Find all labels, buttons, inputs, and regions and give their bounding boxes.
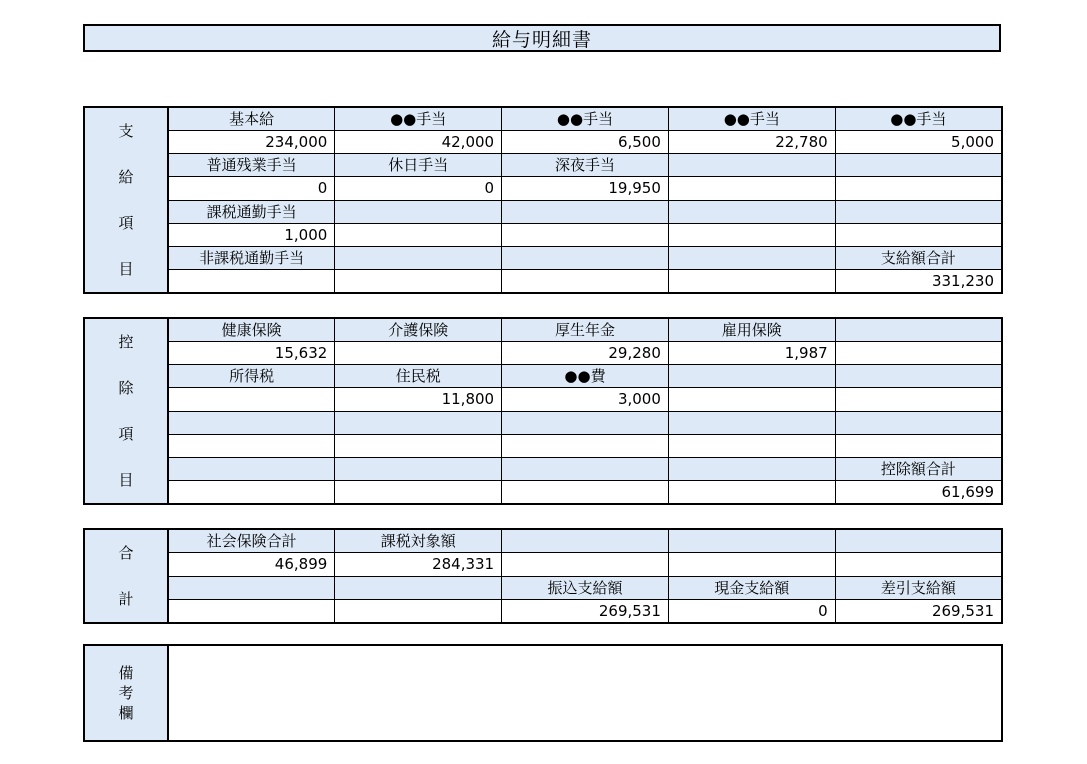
deductions-item-value[interactable]: 29,280: [502, 341, 669, 364]
deductions-item-label: 雇用保険: [668, 318, 835, 341]
deductions-item-value[interactable]: [835, 434, 1002, 457]
totals-side-char: 合: [118, 544, 134, 562]
totals-item-label: 課税対象額: [335, 529, 502, 553]
payments-item-label: 課税通勤手当: [168, 200, 335, 223]
payments-item-label: [668, 154, 835, 177]
totals-item-value[interactable]: 269,531: [835, 600, 1002, 624]
deductions-item-value[interactable]: 3,000: [502, 388, 669, 411]
totals-item-label: [835, 529, 1002, 553]
payments-item-label: [668, 200, 835, 223]
deductions-side-char: 項: [118, 425, 134, 443]
totals-item-label: [668, 529, 835, 553]
totals-item-value[interactable]: 46,899: [168, 553, 335, 577]
payments-item-label: [335, 200, 502, 223]
deductions-item-label: [502, 411, 669, 434]
deductions-item-value[interactable]: [668, 481, 835, 504]
totals-item-value[interactable]: 269,531: [502, 600, 669, 624]
payments-item-value[interactable]: [168, 270, 335, 293]
payments-item-label: ●●手当: [835, 107, 1002, 130]
payments-side-char: 項: [118, 214, 134, 232]
totals-side-char: 計: [118, 590, 134, 608]
payments-item-label: ●●手当: [502, 107, 669, 130]
deductions-item-value[interactable]: [168, 481, 335, 504]
remarks-table: [83, 644, 1003, 742]
payments-item-value[interactable]: 331,230: [835, 270, 1002, 293]
deductions-table: [83, 317, 1003, 505]
payments-item-value[interactable]: [835, 177, 1002, 200]
deductions-item-value[interactable]: [168, 388, 335, 411]
payments-item-value[interactable]: [335, 223, 502, 246]
payments-side-label: [84, 107, 168, 293]
deductions-item-label: [502, 458, 669, 481]
deductions-item-value[interactable]: [502, 481, 669, 504]
totals-side-label: [84, 529, 168, 623]
totals-item-label: [502, 529, 669, 553]
deductions-item-value[interactable]: [835, 388, 1002, 411]
deductions-item-value[interactable]: [502, 434, 669, 457]
remarks-side-char: 備: [118, 664, 134, 682]
remarks-side-char: 考: [118, 684, 134, 702]
deductions-item-value[interactable]: [335, 434, 502, 457]
payments-item-value[interactable]: 0: [168, 177, 335, 200]
payments-item-label: ●●手当: [335, 107, 502, 130]
deductions-item-label: [335, 458, 502, 481]
deductions-item-label: [835, 365, 1002, 388]
payments-item-label: ●●手当: [668, 107, 835, 130]
totals-item-label: 現金支給額: [668, 576, 835, 600]
deductions-item-label: 健康保険: [168, 318, 335, 341]
payments-item-value[interactable]: 22,780: [668, 130, 835, 153]
deductions-item-value[interactable]: [668, 388, 835, 411]
totals-item-label: [168, 576, 335, 600]
payments-item-label: [502, 200, 669, 223]
payments-item-value[interactable]: [668, 177, 835, 200]
deductions-item-label: [668, 365, 835, 388]
deductions-item-label: [668, 458, 835, 481]
deductions-item-value[interactable]: [168, 434, 335, 457]
deductions-item-label: 介護保険: [335, 318, 502, 341]
payments-item-label: [668, 247, 835, 270]
deductions-side-char: 控: [118, 333, 134, 351]
totals-item-label: 社会保険合計: [168, 529, 335, 553]
deductions-item-value[interactable]: [668, 434, 835, 457]
payments-item-value[interactable]: 5,000: [835, 130, 1002, 153]
totals-item-value[interactable]: [835, 553, 1002, 577]
deductions-item-value[interactable]: [335, 481, 502, 504]
payments-item-label: [835, 200, 1002, 223]
payments-item-value[interactable]: 234,000: [168, 130, 335, 153]
deductions-item-label: [335, 411, 502, 434]
remarks-content[interactable]: [168, 645, 1002, 741]
remarks-side-char: 欄: [118, 704, 134, 722]
totals-item-label: 振込支給額: [502, 576, 669, 600]
payments-item-label: 普通残業手当: [168, 154, 335, 177]
deductions-item-value[interactable]: 11,800: [335, 388, 502, 411]
payments-item-value[interactable]: [502, 223, 669, 246]
deductions-item-label: 住民税: [335, 365, 502, 388]
deductions-item-value[interactable]: 61,699: [835, 481, 1002, 504]
payments-item-value[interactable]: [502, 270, 669, 293]
payments-item-value[interactable]: 42,000: [335, 130, 502, 153]
totals-item-label: 差引支給額: [835, 576, 1002, 600]
payments-item-label: 支給額合計: [835, 247, 1002, 270]
deductions-item-value[interactable]: [335, 341, 502, 364]
payments-item-value[interactable]: 19,950: [502, 177, 669, 200]
totals-item-label: [335, 576, 502, 600]
payments-item-value[interactable]: 1,000: [168, 223, 335, 246]
deductions-item-value[interactable]: 15,632: [168, 341, 335, 364]
payments-item-label: [835, 154, 1002, 177]
totals-item-value[interactable]: [502, 553, 669, 577]
deductions-item-label: [168, 411, 335, 434]
totals-item-value[interactable]: 0: [668, 600, 835, 624]
deductions-side-char: 除: [118, 379, 134, 397]
payments-item-label: [502, 247, 669, 270]
totals-item-value[interactable]: [168, 600, 335, 624]
payments-side-char: 支: [118, 122, 134, 140]
totals-item-value[interactable]: [335, 600, 502, 624]
payments-item-label: 深夜手当: [502, 154, 669, 177]
payments-item-label: 非課税通勤手当: [168, 247, 335, 270]
deductions-item-label: 所得税: [168, 365, 335, 388]
payments-item-value[interactable]: [835, 223, 1002, 246]
totals-table: [83, 528, 1003, 624]
totals-item-value[interactable]: [668, 553, 835, 577]
deductions-item-label: 控除額合計: [835, 458, 1002, 481]
payments-item-value[interactable]: 6,500: [502, 130, 669, 153]
deductions-item-value[interactable]: [835, 341, 1002, 364]
deductions-side-label: [84, 318, 168, 504]
payments-item-value[interactable]: [335, 270, 502, 293]
deductions-item-label: [668, 411, 835, 434]
deductions-item-label: [835, 411, 1002, 434]
deductions-side-char: 目: [118, 471, 134, 489]
payments-item-value[interactable]: [668, 270, 835, 293]
payments-item-value[interactable]: [668, 223, 835, 246]
deductions-item-label: [835, 318, 1002, 341]
payments-item-label: 休日手当: [335, 154, 502, 177]
totals-item-value[interactable]: 284,331: [335, 553, 502, 577]
deductions-item-label: 厚生年金: [502, 318, 669, 341]
payments-item-label: [335, 247, 502, 270]
deductions-item-label: ●●費: [502, 365, 669, 388]
deductions-item-value[interactable]: 1,987: [668, 341, 835, 364]
payments-item-value[interactable]: 0: [335, 177, 502, 200]
payments-side-char: 目: [118, 260, 134, 278]
document-title: 給与明細書: [83, 24, 1001, 52]
payments-side-char: 給: [118, 168, 134, 186]
remarks-side-label: [84, 645, 168, 741]
deductions-item-label: [168, 458, 335, 481]
payments-item-label: 基本給: [168, 107, 335, 130]
payments-table: [83, 106, 1003, 294]
